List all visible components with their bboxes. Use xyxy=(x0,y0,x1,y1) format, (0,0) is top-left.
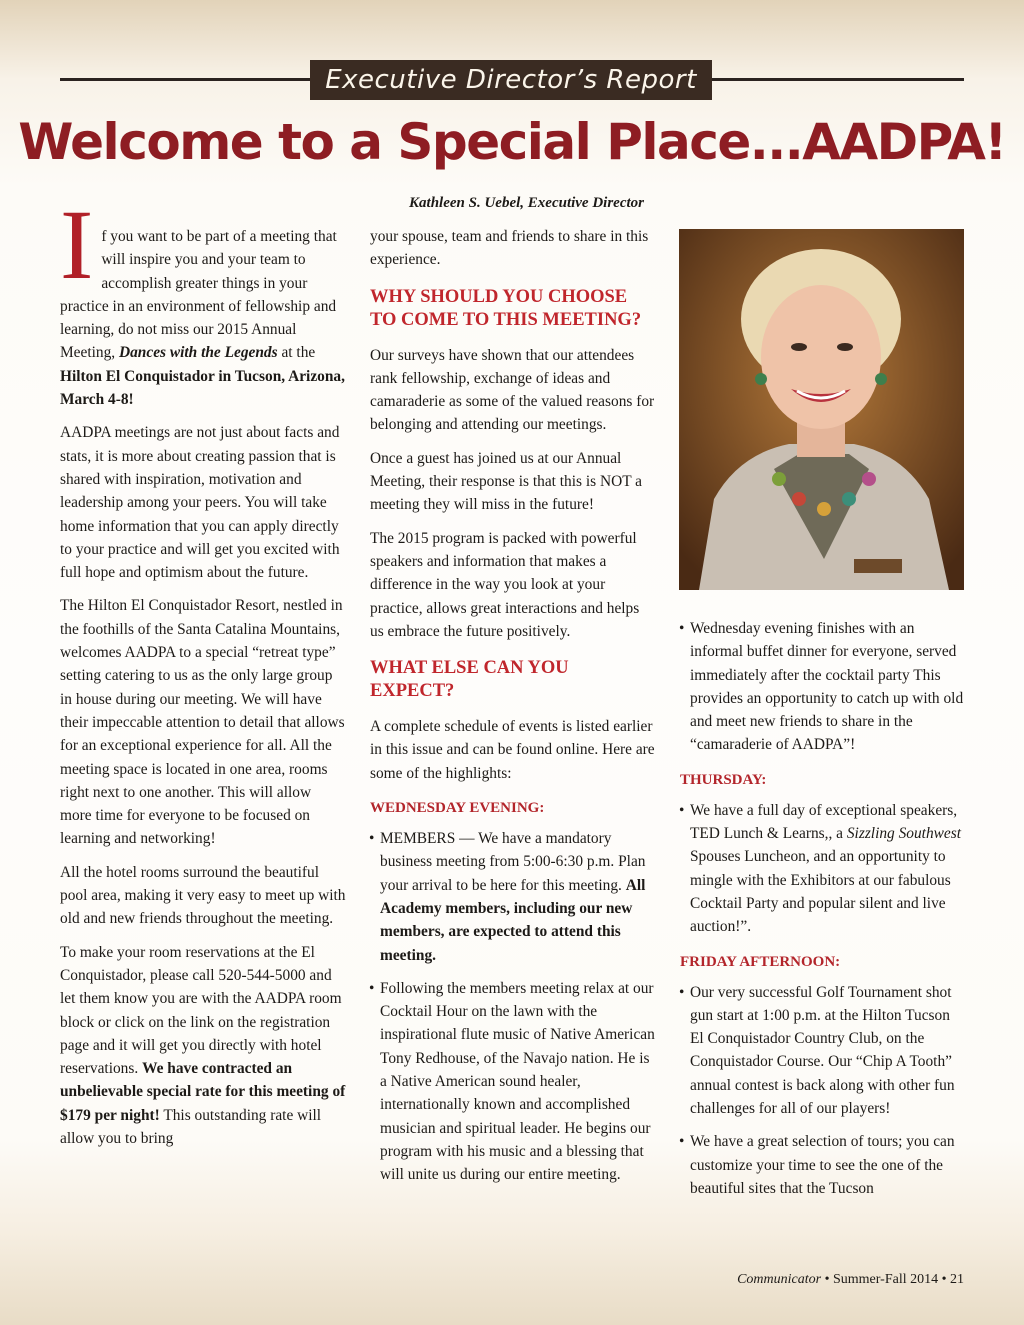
subheading-friday: FRIDAY AFTERNOON: xyxy=(680,953,841,970)
paragraph: The Hilton El Conquistador Resort, nestled in the foothills of the Santa Catalina Mountains, welcomes AADPA to a special “retreat type” setting catering to us as the only large group in house during our meeting. We will have their impeccable attention to detail that allows for an exceptional experience for all. All the meeting space is located in one area, rooms right next to one another. This will allow more time for everyone to be focused on learning and networking! xyxy=(60,597,345,848)
header-rule-left xyxy=(60,78,310,81)
section-heading: WHAT ELSE CAN YOU EXPECT? xyxy=(370,658,569,702)
subheading-wednesday: WEDNESDAY EVENING: xyxy=(370,800,545,817)
column-2 xyxy=(370,225,656,1197)
paragraph: your spouse, team and friends to share in this experience. xyxy=(370,228,649,269)
paragraph-reservations: To make your room reservations at the El Conquistador, please call 520-544-5000 and let them know you are with the AADPA room block or click on the link on the registration page and it will get you directly with hotel reservations. We have contracted an unbelievable special rate for this meeting of $179 per night! This outstanding rate will allow you to bring xyxy=(60,943,346,1147)
list-item: • Wednesday evening finishes with an informal buffet dinner for everyone, served immediately after the cocktail party This provides an opportunity to catch up with old and meet new friends to share in the “camaraderie of AADPA”! xyxy=(679,620,964,754)
list-item: • Following the members meeting relax at our Cocktail Hour on the lawn with the inspirational flute music of Native American Tony Redhouse, of the Navajo nation. He is a Native American sound healer, internationally known and accomplished musician and spiritual leader. He begins our program with his music and a blessing that will unite us during our entire meeting. xyxy=(369,979,655,1184)
paragraph: The 2015 program is packed with powerful speakers and information that makes a difference in the way you look at your practice, allows great interactions and helps us embrace the future positively. xyxy=(370,529,640,640)
list-item: • We have a full day of exceptional speakers, TED Lunch & Learns,, a Sizzling Southwest Spouses Luncheon, and an opportunity to mingle with the Exhibitors at our fabulous Cocktail Party and popular silent and live auction!”. xyxy=(679,801,962,936)
list-item: • Our very successful Golf Tournament shot gun start at 1:00 p.m. at the Hilton Tucson El Conquistador Country Club, on the Conquistador Course. Our “Chip A Tooth” annual contest is back along with other fun challenges for all of our players! xyxy=(679,983,955,1118)
paragraph-intro: If you want to be part of a meeting that will inspire you and your team to accomplish greater things in your practice in an environment of fellowship and learning, do not miss our 2015 Annual Meeting, Dances with the Legends at the Hilton El Conquistador in Tucson, Arizona, March 4-8! xyxy=(60,189,345,409)
paragraph: Once a guest has joined us at our Annual Meeting, their response is that this is NOT a meeting they will miss in the future! xyxy=(370,449,643,514)
byline: Kathleen S. Uebel, Executive Director xyxy=(409,195,644,211)
paragraph: AADPA meetings are not just about facts and stats, it is more about creating passion that is shared with inspiration, motivation and leadership among your peers. You will take home information that you can apply directly to your practice and will get you excited with full hope and optimism about the future. xyxy=(60,424,340,582)
page-footer: Communicator • Summer-Fall 2014 • 21 xyxy=(737,1272,964,1287)
list-item: • MEMBERS — We have a mandatory business meeting from 5:00-6:30 p.m. Plan your arrival to be here for this meeting. All Academy members, including our new members, are expected to attend this meeting. xyxy=(369,830,646,964)
drop-cap: I xyxy=(60,189,94,300)
column-1 xyxy=(60,189,346,1160)
section-banner: Executive Director’s Report xyxy=(310,60,712,100)
column-3 xyxy=(680,617,965,1210)
paragraph: A complete schedule of events is listed earlier in this issue and can be found online. Here are some of the highlights: xyxy=(370,718,655,782)
paragraph: Our surveys have shown that our attendees rank fellowship, exchange of ideas and camaraderie as some of the valued reasons for belonging and attending our meetings. xyxy=(370,346,655,434)
paragraph: All the hotel rooms surround the beautiful pool area, making it very easy to meet up with old and new friends throughout the meeting. xyxy=(60,863,346,928)
list-item: • We have a great selection of tours; you can customize your time to see the one of the beautiful sites that the Tucson xyxy=(679,1133,955,1197)
section-heading: WHY SHOULD YOU CHOOSE TO COME TO THIS MEETING? xyxy=(370,286,642,330)
header-rule-right xyxy=(712,78,964,81)
subheading-thursday: THURSDAY: xyxy=(680,771,767,788)
director-photo xyxy=(679,229,964,590)
article-title: Welcome to a Special Place...AADPA! xyxy=(18,113,1006,171)
